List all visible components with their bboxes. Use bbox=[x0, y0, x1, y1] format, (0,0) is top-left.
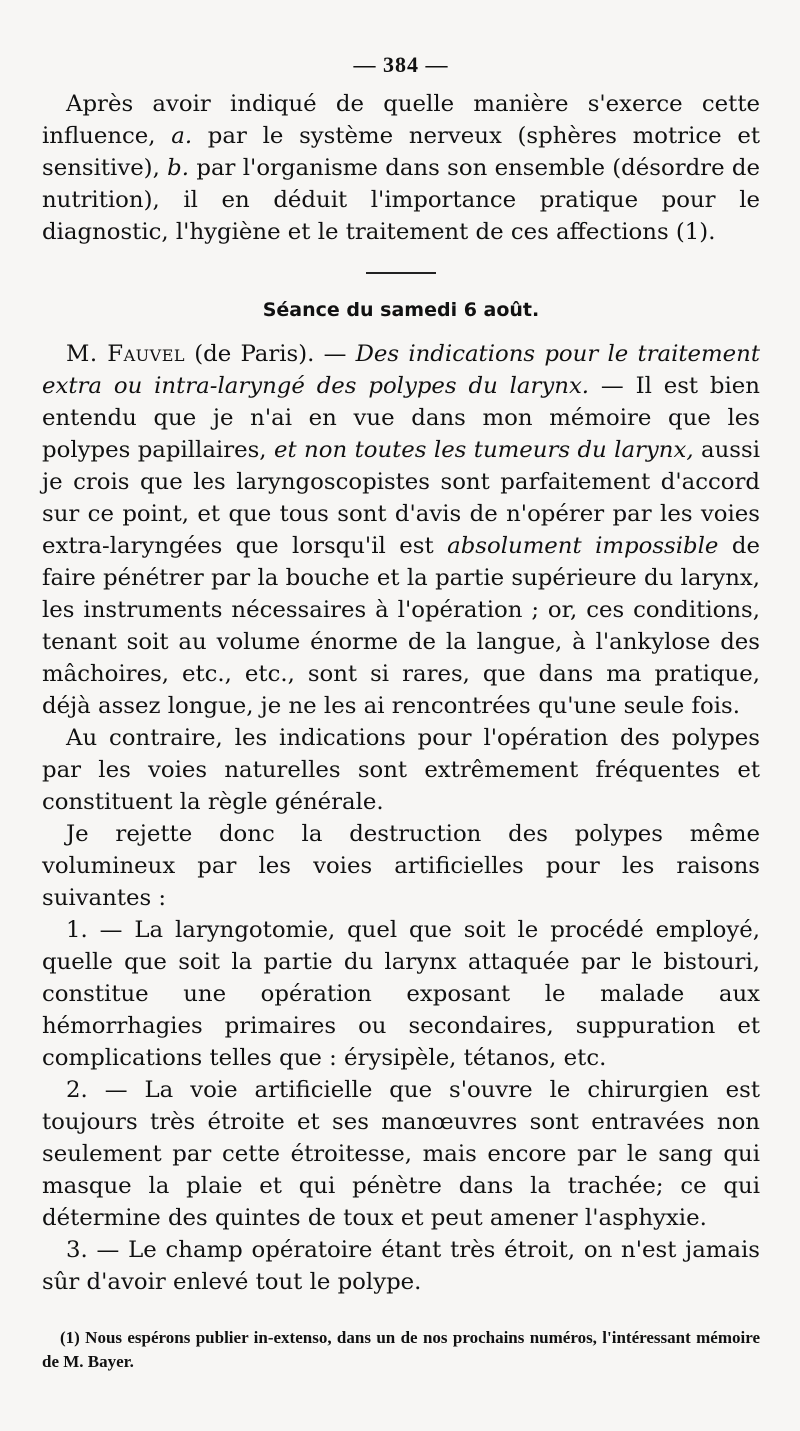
contrary-paragraph: Au contraire, les indications pour l'opération des polypes par les voies naturelles sont extrêmement fréquentes et constituent la règle générale. bbox=[42, 725, 760, 815]
intro-marker-b: b. bbox=[167, 155, 190, 181]
fauvel-emphasis-1: et non toutes les tumeurs du larynx, bbox=[273, 437, 694, 463]
author-origin: (de Paris). — bbox=[185, 341, 356, 367]
page-number: — 384 — bbox=[353, 52, 449, 77]
reason-2-paragraph: 2. — La voie artificielle que s'ouvre le chirurgien est toujours très étroite et ses manœuvres sont entravées non seulement par cette étroitesse, mais encore par le sang qui masque la plaie et qui pénètre dans la trachée; ce qui détermine des quintes de toux et peut amener l'asphyxie. bbox=[42, 1077, 760, 1231]
footnote: (1) Nous espérons publier in-extenso, dans un de nos prochains numéros, l'intéressant mémoire de M. Bayer. bbox=[42, 1328, 760, 1371]
section-divider bbox=[366, 272, 436, 274]
intro-marker-a: a. bbox=[171, 123, 193, 149]
fauvel-text-2: aussi je crois que les laryngoscopistes sont parfaitement d'accord sur ce point, et que tous sont d'avis de n'opérer par les voies extra-laryngées que lorsqu'il est bbox=[42, 437, 760, 559]
reason-1-paragraph: 1. — La laryngotomie, quel que soit le procédé employé, quelle que soit la partie du larynx attaquée par le bistouri, constitue une opération exposant le malade aux hémorrhagies primaires ou secondaires, suppuration et complications telles que : érysipèle, tétanos, etc. bbox=[42, 917, 760, 1071]
communication-title: Des indications pour le traitement extra ou intra-laryngé des polypes du larynx. bbox=[42, 341, 760, 399]
intro-text-2: par le système nerveux (sphères motrice et sensitive), bbox=[42, 123, 760, 181]
fauvel-emphasis-2: absolument impossible bbox=[447, 533, 719, 559]
author-name: M. Fauvel bbox=[66, 341, 186, 367]
intro-text-1: Après avoir indiqué de quelle manière s'exerce cette influence, bbox=[42, 91, 760, 149]
fauvel-text-3: de faire pénétrer par la bouche et la partie supérieure du larynx, les instruments nécessaires à l'opération ; or, ces conditions, tenant soit au volume énorme de la langue, à l'ankylose des mâchoires, etc., etc., sont si rares, que dans ma pratique, déjà assez longue, je ne les ai rencontrées qu'une seule fois. bbox=[42, 533, 760, 719]
session-heading: Séance du samedi 6 août. bbox=[262, 299, 540, 321]
rejection-paragraph: Je rejette donc la destruction des polypes même volumineux par les voies artificielles pour les raisons suivantes : bbox=[42, 821, 760, 911]
fauvel-paragraph bbox=[42, 338, 760, 722]
fauvel-text-1: — Il est bien entendu que je n'ai en vue dans mon mémoire que les polypes papillaires, bbox=[42, 373, 760, 463]
reason-3-paragraph: 3. — Le champ opératoire étant très étroit, on n'est jamais sûr d'avoir enlevé tout le polype. bbox=[42, 1237, 760, 1295]
intro-text-3: par l'organisme dans son ensemble (désordre de nutrition), il en déduit l'importance pratique pour le diagnostic, l'hygiène et le traitement de ces affections (1). bbox=[42, 155, 760, 245]
intro-paragraph bbox=[42, 88, 760, 248]
